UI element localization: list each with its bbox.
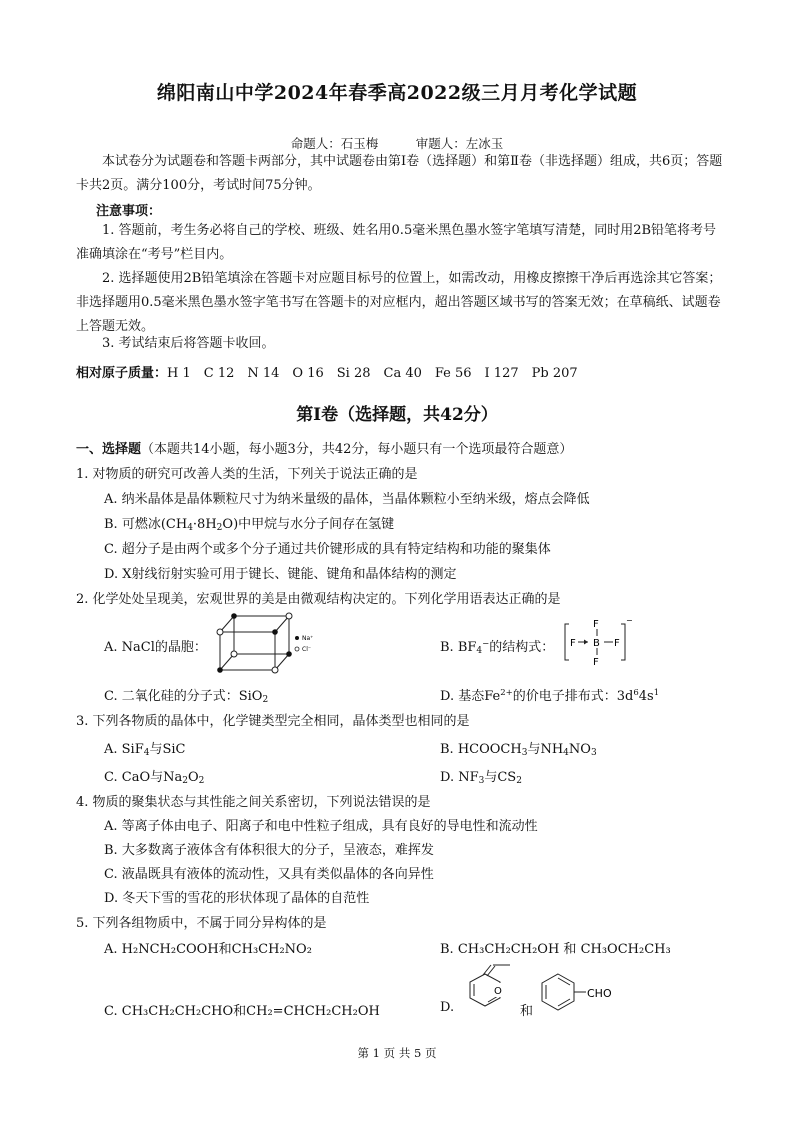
benzene-ring <box>542 974 574 1010</box>
legend-cl: Cl⁻ <box>302 646 312 653</box>
page-footer: 第 1 页 共 5 页 <box>357 1046 437 1060</box>
q3-option-c <box>104 766 204 785</box>
q5-stem: 5. 下列各组物质中，不属于同分异构体的是 <box>76 916 327 931</box>
q4-option-c: C. 液晶既具有液体的流动性，又具有类似晶体的各向异性 <box>104 867 434 882</box>
q3-b-text3: NO <box>568 742 591 757</box>
q5-option-d-label: D. <box>440 1000 455 1015</box>
cl-ion <box>286 613 292 619</box>
q3-c-text2: O <box>187 770 199 785</box>
q1-b-sub2: 2 <box>216 523 223 533</box>
q1-option-d: D. X射线衍射实验可用于键长、键能、键角和晶体结构的测定 <box>104 567 457 582</box>
q2-option-d <box>440 685 659 704</box>
part1-heading <box>76 438 572 457</box>
q2-d-sup1: 2+ <box>500 688 513 698</box>
f-atom-right: F <box>614 638 620 649</box>
f-atom-bottom: F <box>593 657 599 668</box>
q3-b-sub2: 4 <box>563 748 569 758</box>
q5-option-a: A. H₂NCH₂COOH和CH₃CH₂NO₂ <box>104 942 312 957</box>
cube-front-face <box>220 632 275 670</box>
na-ion <box>272 629 278 635</box>
q2-b-sub: 4 <box>476 646 483 656</box>
notice-heading: 注意事项： <box>96 204 162 219</box>
q3-option-a <box>104 738 186 757</box>
q4-option-b: B. 大多数离子液体含有体积很大的分子，呈液态，难挥发 <box>104 843 434 858</box>
q3-b-sub1: 3 <box>521 748 528 758</box>
b-atom: B <box>593 638 600 649</box>
q3-option-b <box>440 738 597 757</box>
q2-d-sup3: 1 <box>653 688 660 698</box>
q2-d-text2: 的价电子排布式：3d <box>512 689 634 704</box>
right-bracket <box>621 624 625 660</box>
coordinate-bond-arrow <box>584 640 588 645</box>
atomic-mass-line <box>76 362 578 381</box>
na-ion <box>286 651 292 657</box>
q1-b-text3: O)中甲烷与水分子间存在氢键 <box>222 517 395 532</box>
bf4-structure-figure <box>562 614 632 670</box>
f-atom-top: F <box>593 619 599 630</box>
q2-option-b <box>440 636 554 655</box>
charge-sign: − <box>626 616 633 625</box>
q2-d-text1: D. 基态Fe <box>440 689 501 704</box>
q2-d-sup2: 6 <box>633 688 639 698</box>
q3-stem: 3. 下列各物质的晶体中，化学键类型完全相同，晶体类型也相同的是 <box>76 714 470 729</box>
q3-c-sub2: 2 <box>198 776 205 786</box>
q2-option-c <box>104 685 268 704</box>
cl-ion <box>272 667 278 673</box>
exam-authors: 命题人：石玉梅 审题人：左冰玉 <box>290 136 504 151</box>
q3-d-sub1: 3 <box>478 776 485 786</box>
q5-option-c: C. CH₃CH₂CH₂CHO和CH₂=CHCH₂CH₂OH <box>104 1004 380 1019</box>
pyran-structure-figure <box>458 960 528 1016</box>
q1-b-text2: ·8H <box>192 517 217 532</box>
q3-d-text2: 与CS <box>484 770 517 785</box>
notice-item-3: 3. 考试结束后将答题卡收回。 <box>102 336 275 351</box>
q2-b-sup: − <box>482 639 490 649</box>
q3-b-text1: B. HCOOCH <box>440 742 522 757</box>
part1-label: 一、选择题 <box>76 442 142 457</box>
o-atom: O <box>494 986 502 997</box>
q3-a-sub: 4 <box>143 748 150 758</box>
q3-option-d <box>440 766 522 785</box>
q1-option-c: C. 超分子是由两个或多个分子通过共价键形成的具有特定结构和功能的聚集体 <box>104 542 551 557</box>
nacl-unit-cell-figure <box>212 612 316 674</box>
intro-paragraph: 本试卷分为试题卷和答题卡两部分，其中试题卷由第Ⅰ卷（选择题）和第Ⅱ卷（非选择题）组成，共6页；答题卡共2页。满分100分，考试时间75分钟。 <box>76 154 723 193</box>
q3-c-sub1: 2 <box>182 776 188 786</box>
q2-d-text3: 4s <box>638 689 654 704</box>
cl-ion <box>217 629 223 635</box>
q1-stem: 1. 对物质的研究可改善人类的生活，下列关于说法正确的是 <box>76 467 418 482</box>
atomic-mass-values: H 1 C 12 N 14 O 16 Si 28 Ca 40 Fe 56 I 127 Pb 207 <box>167 366 578 381</box>
q3-a-text2: 与SiC <box>149 742 186 757</box>
q3-c-text1: C. CaO与Na <box>104 770 183 785</box>
na-ion <box>231 613 237 619</box>
na-ion <box>217 667 223 673</box>
legend-cl-dot <box>295 647 299 651</box>
exam-title: 绵阳南山中学2024年春季高2022级三月月考化学试题 <box>156 82 638 104</box>
benzaldehyde-structure-figure <box>536 968 636 1018</box>
section-title: 第Ⅰ卷（选择题，共42分） <box>296 405 498 425</box>
q1-option-a: A. 纳米晶体是晶体颗粒尺寸为纳米量级的晶体，当晶体颗粒小至纳米级，熔点会降低 <box>104 492 590 507</box>
cl-ion <box>231 651 237 657</box>
q2-c-sub: 2 <box>262 695 269 705</box>
q3-b-text2: 与NH <box>527 742 564 757</box>
legend-na-dot <box>295 636 299 640</box>
f-atom-left: F <box>570 638 576 649</box>
cube-back-face <box>234 616 289 654</box>
q5-option-b: B. CH₃CH₂CH₂OH 和 CH₃OCH₂CH₃ <box>440 942 671 957</box>
q5-and-text: 和 <box>520 1004 534 1019</box>
q1-b-sub1: 4 <box>187 523 193 533</box>
q3-b-sub3: 3 <box>590 748 597 758</box>
part1-desc: （本题共14小题，每小题3分，共42分，每小题只有一个选项最符合题意） <box>141 442 573 457</box>
q4-stem: 4. 物质的聚集状态与其性能之间关系密切，下列说法错误的是 <box>76 795 431 810</box>
q3-d-sub2: 2 <box>516 776 522 786</box>
q1-b-text1: B. 可燃冰(CH <box>104 517 188 532</box>
q4-option-a: A. 等离子体由电子、阳离子和电中性粒子组成，具有良好的导电性和流动性 <box>104 819 538 834</box>
q3-d-text1: D. NF <box>440 770 479 785</box>
q2-b-text1: B. BF <box>440 640 477 655</box>
q2-option-a: A. NaCl的晶胞： <box>104 640 207 655</box>
legend-na: Na⁺ <box>302 635 314 642</box>
atomic-mass-label: 相对原子质量： <box>76 366 168 381</box>
notice-item-1: 1. 答题前，考生务必将自己的学校、班级、姓名用0.5毫米黑色墨水签字笔填写清楚，同时用2B铅笔将考号准确填涂在“考号”栏目内。 <box>76 223 717 262</box>
q1-option-b <box>104 513 394 532</box>
q2-c-text: C. 二氧化硅的分子式：SiO <box>104 689 263 704</box>
left-bracket <box>565 624 569 660</box>
q2-stem: 2. 化学处处呈现美，宏观世界的美是由微观结构决定的。下列化学用语表达正确的是 <box>76 592 561 607</box>
q3-a-text1: A. SiF <box>104 742 144 757</box>
q2-b-text2: 的结构式： <box>489 640 555 655</box>
q4-option-d: D. 冬天下雪的雪花的形状体现了晶体的自范性 <box>104 891 370 906</box>
cho-group: CHO <box>587 987 612 1000</box>
notice-item-2: 2. 选择题使用2B铅笔填涂在答题卡对应题目标号的位置上，如需改动，用橡皮擦擦干净后再选涂其它答案；非选择题用0.5毫米黑色墨水签字笔书写在答题卡的对应框内，超出答题区域书写的答案无效；在草稿纸、试题卷上答题无效。 <box>76 271 722 334</box>
